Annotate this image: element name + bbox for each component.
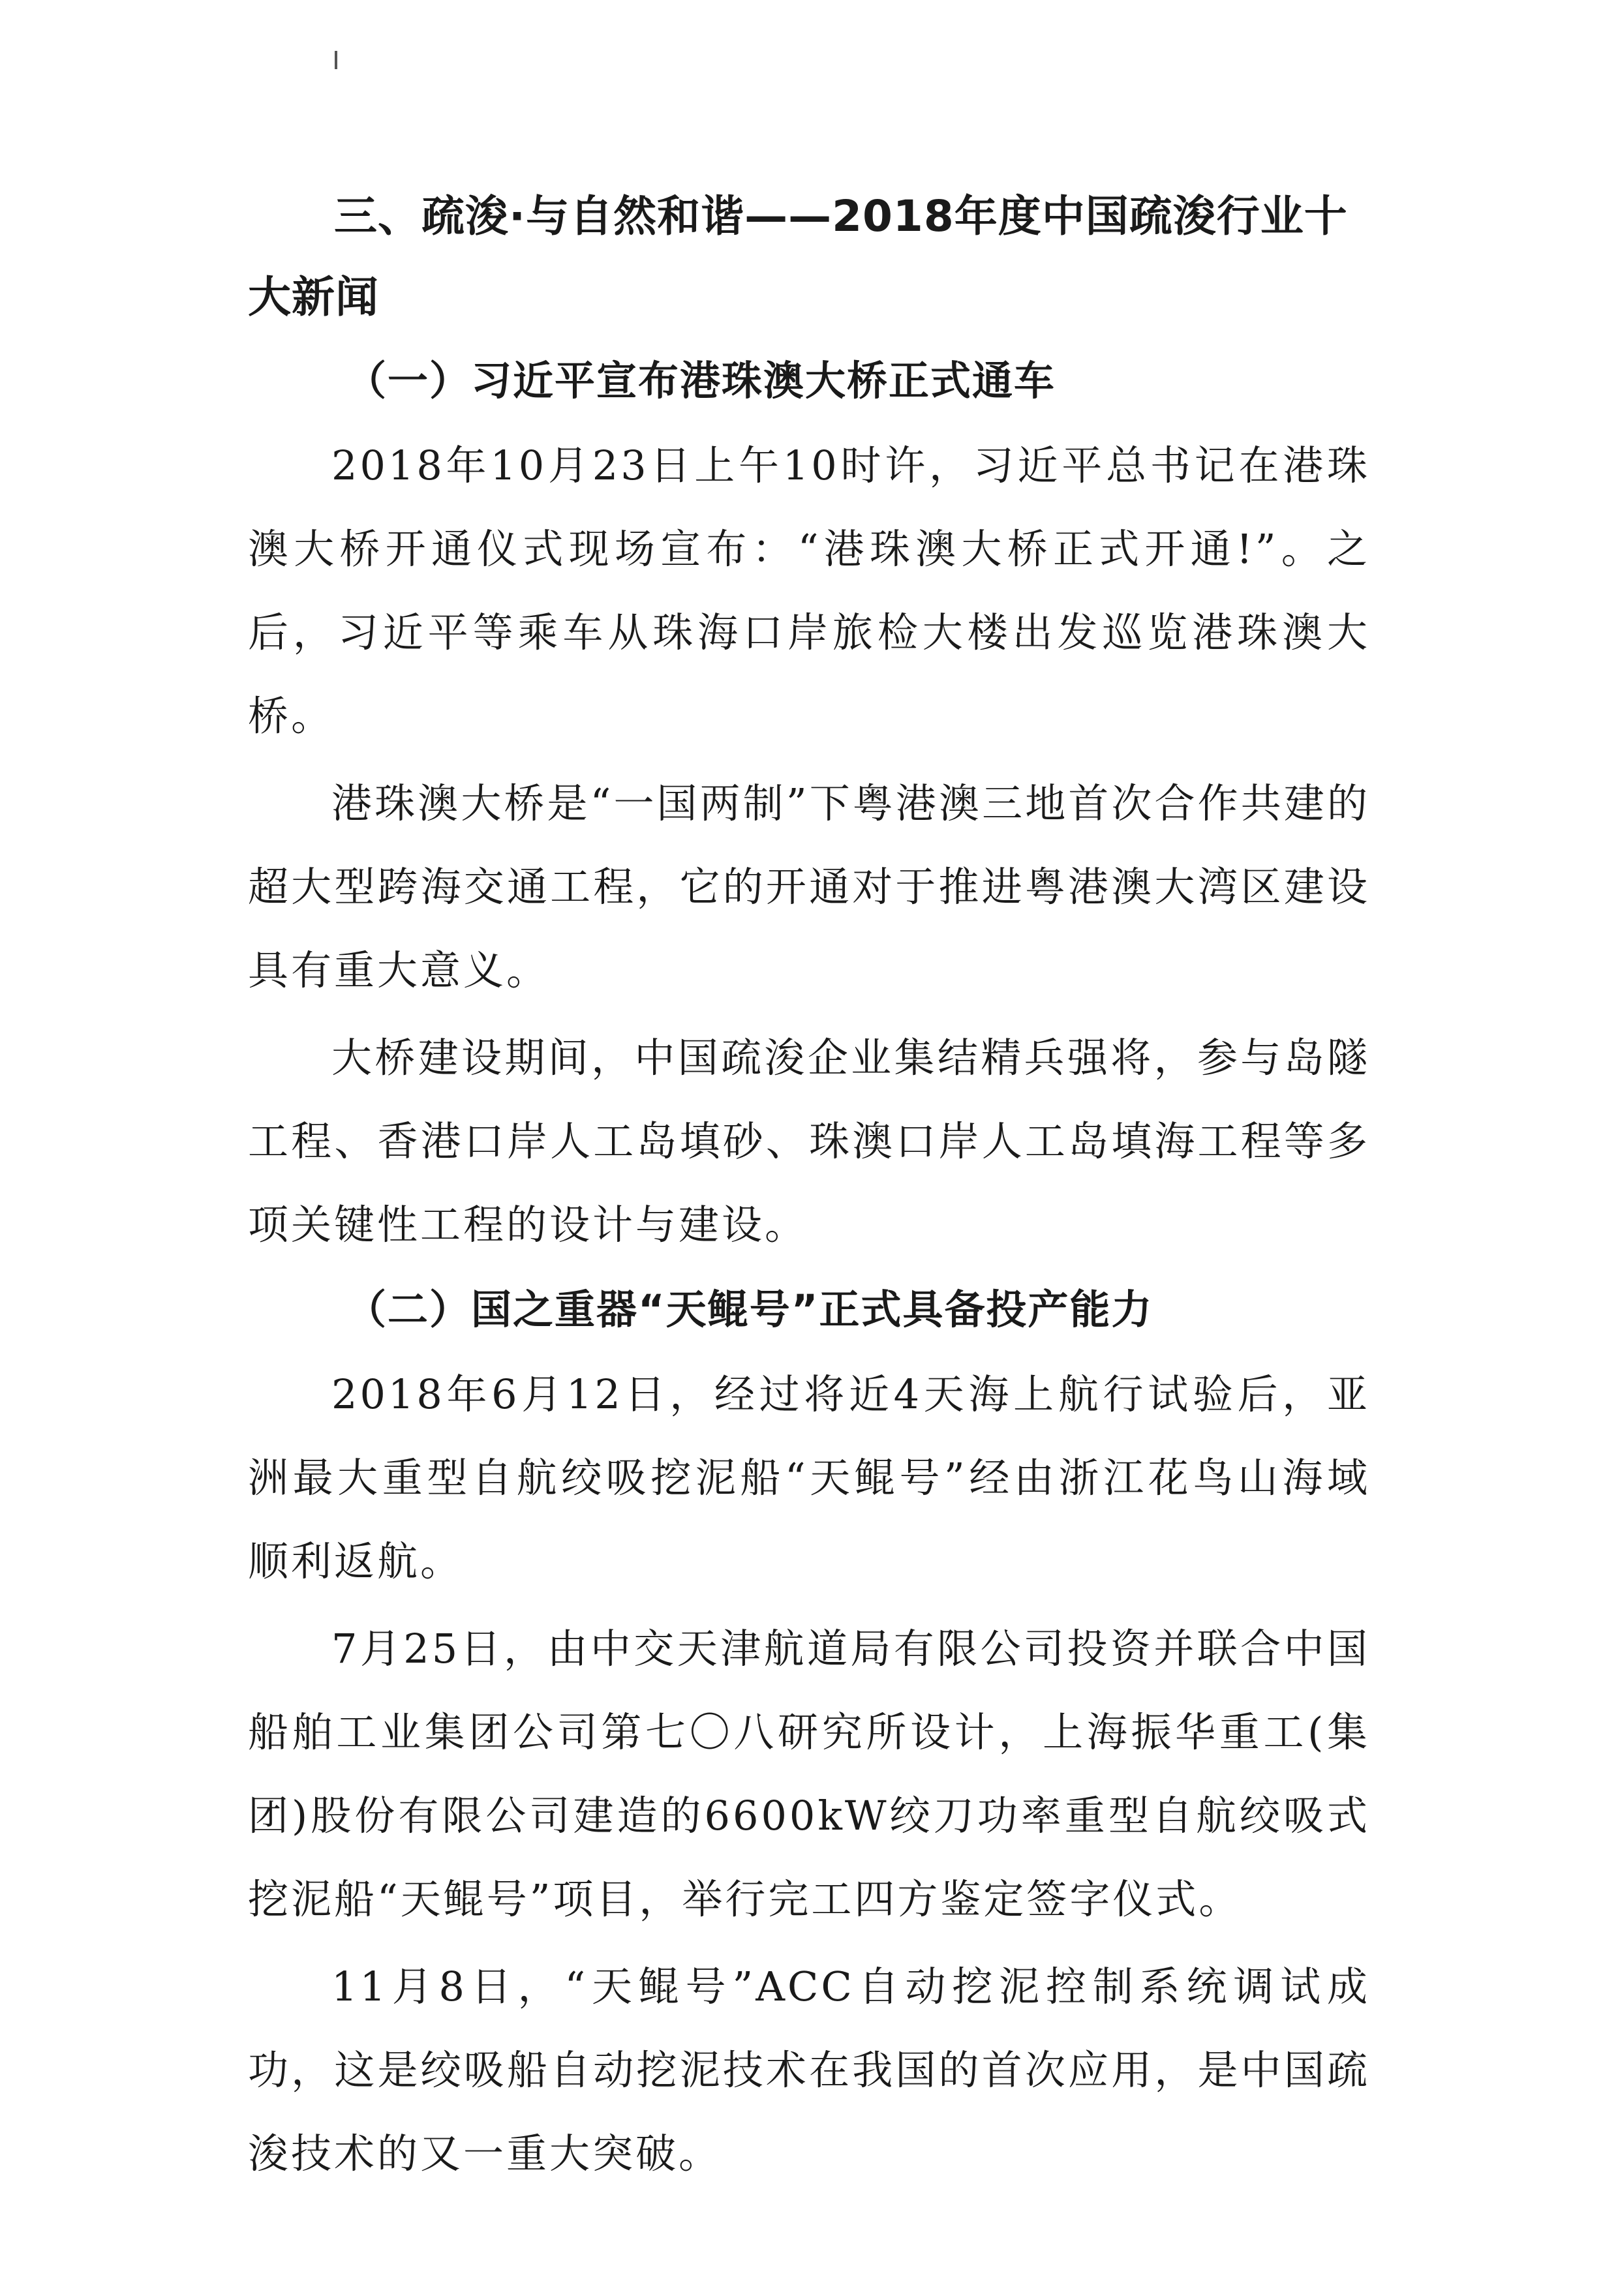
section-1-title: （一）习近平宣布港珠澳大桥正式通车: [346, 357, 1056, 404]
section-2-paragraph-3: 11月8日，“天鲲号”ACC自动挖泥控制系统调试成功，这是绞吸船自动挖泥技术在我国的首次应用，是中国疏浚技术的又一重大突破。: [248, 1963, 1370, 2177]
scan-artifact-mark: [335, 51, 337, 69]
section-2-paragraph-1: 2018年6月12日，经过将近4天海上航行试验后，亚洲最大重型自航绞吸挖泥船“天鲲号”经由浙江花鸟山海域顺利返航。: [248, 1370, 1370, 1585]
section-2-title: （二）国之重器“天鲲号”正式具备投产能力: [346, 1286, 1153, 1333]
document-heading: 三、疏浚·与自然和谐——2018年度中国疏浚行业十大新闻: [248, 191, 1348, 322]
section-2-paragraph-2: 7月25日，由中交天津航道局有限公司投资并联合中国船舶工业集团公司第七〇八研究所设计，上海振华重工(集团)股份有限公司建造的6600kW绞刀功率重型自航绞吸式挖泥船“天鲲号”项目，举行完工四方鉴定签字仪式。: [248, 1625, 1370, 1923]
section-1-paragraph-3: 大桥建设期间，中国疏浚企业集结精兵强将，参与岛隧工程、香港口岸人工岛填砂、珠澳口岸人工岛填海工程等多项关键性工程的设计与建设。: [248, 1034, 1370, 1248]
section-1-paragraph-2: 港珠澳大桥是“一国两制”下粤港澳三地首次合作共建的超大型跨海交通工程，它的开通对于推进粤港澳大湾区建设具有重大意义。: [248, 779, 1370, 994]
section-1-paragraph-1: 2018年10月23日上午10时许，习近平总书记在港珠澳大桥开通仪式现场宣布：“港珠澳大桥正式开通!”。之后，习近平等乘车从珠海口岸旅检大楼出发巡览港珠澳大桥。: [248, 442, 1370, 740]
document-body: [248, 176, 1370, 2196]
